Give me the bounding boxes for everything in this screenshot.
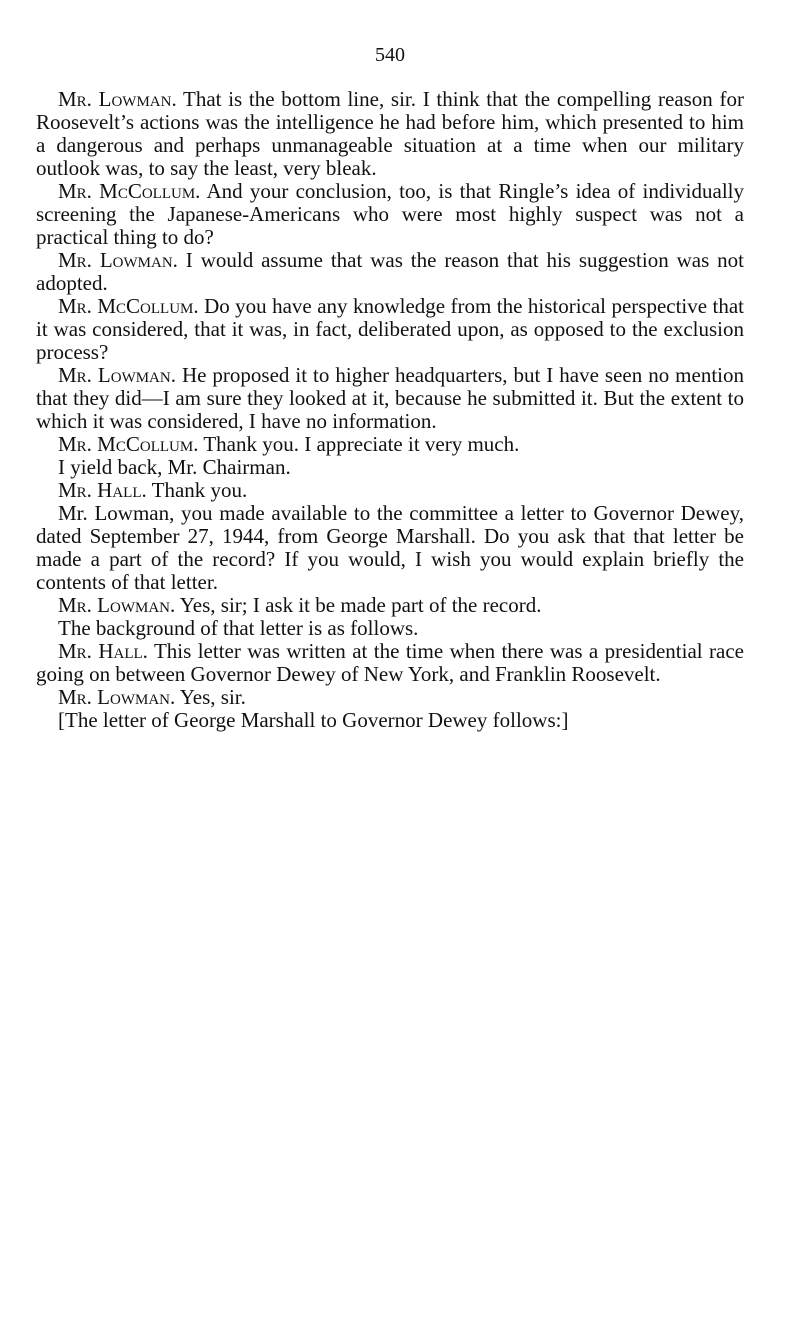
speaker-name: Mr. Hall. bbox=[58, 478, 147, 502]
paragraph-text: Thank you. I appreciate it very much. bbox=[198, 432, 520, 456]
speaker-name: Mr. McCollum. bbox=[58, 179, 201, 203]
paragraph-text: Thank you. bbox=[146, 478, 248, 502]
paragraph bbox=[36, 640, 744, 686]
speaker-name: Mr. Hall. bbox=[58, 639, 148, 663]
paragraph bbox=[36, 433, 744, 456]
document-page bbox=[36, 40, 744, 732]
paragraph bbox=[36, 594, 744, 617]
paragraph-text: Mr. Lowman, you made available to the committee a letter to Governor Dewey, dated September 27, 1944, from George Marshall. Do you ask that that letter be made a part of the record? If you would, I wish you would explain briefly the contents of that letter. bbox=[36, 501, 744, 594]
speaker-name: Mr. Lowman. bbox=[58, 87, 177, 111]
paragraph bbox=[36, 364, 744, 433]
paragraph bbox=[36, 479, 744, 502]
paragraph-text: Yes, sir. bbox=[175, 685, 246, 709]
paragraph-text: I yield back, Mr. Chairman. bbox=[58, 455, 291, 479]
paragraph bbox=[36, 88, 744, 180]
paragraph-text: Yes, sir; I ask it be made part of the record. bbox=[175, 593, 542, 617]
paragraph bbox=[36, 617, 744, 640]
speaker-name: Mr. Lowman. bbox=[58, 685, 176, 709]
speaker-name: Mr. McCollum. bbox=[58, 432, 199, 456]
paragraph bbox=[36, 502, 744, 594]
paragraph-text: The background of that letter is as follows. bbox=[58, 616, 419, 640]
page-number: 540 bbox=[375, 44, 405, 66]
speaker-name: Mr. Lowman. bbox=[58, 593, 176, 617]
paragraph-text: And your conclusion, too, is that Ringle’s idea of individually screening the Japanese-Americans who were most highly suspect was not a practical thing to do? bbox=[36, 179, 744, 249]
paragraph bbox=[36, 295, 744, 364]
paragraph bbox=[36, 249, 744, 295]
speaker-name: Mr. McCollum. bbox=[58, 294, 199, 318]
paragraph-text: Do you have any knowledge from the historical perspective that it was considered, that it was, in fact, deliberated upon, as opposed to the exclusion process? bbox=[36, 294, 744, 364]
paragraph-text: [The letter of George Marshall to Governor Dewey follows:] bbox=[58, 708, 569, 732]
paragraph bbox=[36, 686, 744, 709]
paragraph-text: I would assume that was the reason that his suggestion was not adopted. bbox=[36, 248, 745, 295]
paragraph bbox=[36, 456, 744, 479]
paragraph-text: He proposed it to higher headquarters, but I have seen no mention that they did—I am sure they looked at it, because he submitted it. But the extent to which it was considered, I have no information. bbox=[36, 363, 744, 433]
paragraph bbox=[36, 180, 744, 249]
paragraph-text: This letter was written at the time when there was a presidential race going on between Governor Dewey of New York, and Franklin Roosevelt. bbox=[36, 639, 744, 686]
paragraph bbox=[36, 709, 744, 732]
speaker-name: Mr. Lowman. bbox=[58, 363, 176, 387]
paragraph-text: That is the bottom line, sir. I think that the compelling reason for Roosevelt’s actions was the intelligence he had before him, which presented to him a dangerous and perhaps unmanageable situation at a time when our military outlook was, to say the least, very bleak. bbox=[36, 87, 744, 180]
speaker-name: Mr. Lowman. bbox=[58, 248, 178, 272]
